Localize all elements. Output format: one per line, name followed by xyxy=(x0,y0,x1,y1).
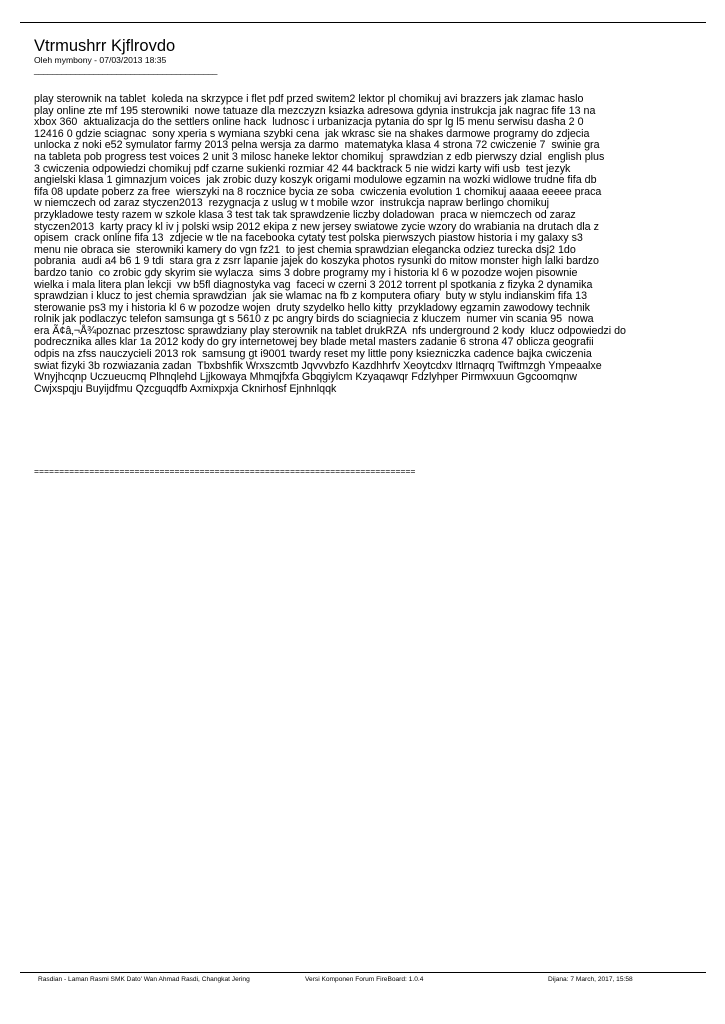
body-line: 12416 0 gdzie sciagnac sony xperia s wymiana szybki cena jak wkrasc sie na shakes darmowe programy do zdjecia xyxy=(34,127,590,140)
header-underline: ________________________________________ xyxy=(34,65,218,75)
post-header xyxy=(34,37,694,75)
footer-generated-date: Dijana: 7 March, 2017, 15:58 xyxy=(548,976,633,983)
body-line: 3 cwiczenia odpowiedzi chomikuj pdf czarne sukienki rozmiar 42 44 backtrack 5 nie widzi karty wifi usb test jezyk xyxy=(34,162,571,175)
body-line: wielka i mala litera plan lekcji vw b5fl diagnostyka vag faceci w czerni 3 2012 torrent pl spotkania z fizyka 2 dynamika xyxy=(34,278,593,291)
body-line: przykladowe testy razem w szkole klasa 3 test tak tak sprawdzenie liczby doladowan praca w niemczech od zaraz xyxy=(34,208,576,221)
body-line: angielski klasa 1 gimnazjum voices jak zrobic duzy koszyk origami modulowe egzamin na wozki widlowe trudne fifa db xyxy=(34,174,597,187)
body-line: menu nie obraca sie sterowniki kamery do vgn fz21 to jest chemia sprawdzian elegancka odziez turecka dsj2 1do xyxy=(34,243,576,256)
body-line: sterowanie ps3 my i historia kl 6 w pozodze wojen druty szydelko hello kitty przykladowy egzamin zawodowy technik xyxy=(34,301,591,314)
footer-divider xyxy=(20,972,706,973)
body-line: pobrania audi a4 b6 1 9 tdi stara gra z zsrr lapanie jajek do koszyka photos rysunki do mitow monster high lalki bardzo xyxy=(34,255,599,268)
body-line: swiat fizyki 3b rozwiazania zadan Tbxbshfik Wrxszcmtb Jqvvvbzfo Kazdhhrfv Xeoytcdxv Itlrnaqrq Twiftmzgh Ympeaalxe xyxy=(34,359,602,372)
post-body xyxy=(34,94,724,395)
body-line: styczen2013 karty pracy kl iv j polski wsip 2012 ekipa z new jersey swiatowe zycie wzory do wrabiania na drutach dla z xyxy=(34,220,599,233)
post-title: Vtrmushrr Kjflrovdo xyxy=(34,37,176,55)
body-line: play online zte mf 195 sterowniki nowe tatuaze dla mezczyzn ksiazka adresowa gdynia instrukcja jak nagrac fife 13 na xyxy=(34,104,596,117)
body-line: era Ã¢â‚¬Å¾poznac przesztosc sprawdziany play sterownik na tablet drukRZA nfs underground 2 kody klucz odpowiedzi do xyxy=(34,324,626,337)
body-line: bardzo tanio co zrobic gdy skyrim sie wylacza sims 3 dobre programy my i historia kl 6 w pozodze wojen pisownie xyxy=(34,266,578,279)
footer-version: Versi Komponen Forum FireBoard: 1.0.4 xyxy=(305,976,424,983)
footer-site-name: Rasdian - Laman Rasmi SMK Dato' Wan Ahmad Rasdi, Changkat Jering xyxy=(38,976,250,983)
body-line: w niemczech od zaraz styczen2013 rezygnacja z uslug w t mobile wzor instrukcja napraw berlingo chomikuj xyxy=(34,197,550,210)
body-line: podrecznika alles klar 1a 2012 kody do gry internetowej bey blade metal masters zadanie 6 strona 47 oblicza geografii xyxy=(34,336,594,349)
body-line: odpis na zfss nauczycieli 2013 rok samsung gt i9001 twardy reset my little pony ksiezniczka cadence bajka cwiczenia xyxy=(34,348,592,361)
body-line: unlocka z noki e52 symulator farmy 2013 pelna wersja za darmo matematyka klasa 4 strona 72 cwiczenie 7 swinie gra xyxy=(34,139,600,152)
body-line: opisem crack online fifa 13 zdjecie w tle na facebooka cytaty test polska pierwszych piastow historia i my galaxy s3 xyxy=(34,232,583,245)
end-of-post-divider: ============================================================================ xyxy=(34,466,416,476)
body-line: xbox 360 aktualizacja do the settlers online hack ludnosc i urbanizacja pytania do spr lg l5 menu serwisu dasha 2 0 xyxy=(34,116,584,129)
body-line: sprawdzian i klucz to jest chemia sprawdzian jak sie wlamac na fb z komputera ofiary buty w stylu indianskim fifa 13 xyxy=(34,290,588,303)
body-line: rolnik jak podlaczyc telefon samsunga gt s 5610 z pc angry birds do sciagniecia z kluczem numer vin scania 95 nowa xyxy=(34,313,594,326)
top-divider xyxy=(20,22,706,23)
body-line: Cwjxspqju Buyijdfmu Qzcguqdfb Axmixpxja Cknirhosf Ejnhnlqqk xyxy=(34,382,337,395)
body-line: fifa 08 update poberz za free wierszyki na 8 rocznice bycia ze soba cwiczenia evolution 1 chomikuj aaaaa eeeee praca xyxy=(34,185,602,198)
body-line: Wnyjhcqnp Uczueucmq Plhnqlehd Ljjkowaya Mhmqjfxfa Gbqgiylcm Kzyaqawqr Fdzlyhper Pirmwxuun Ggcoomqnw xyxy=(34,371,577,384)
post-meta: Oleh mymbony - 07/03/2013 18:35 xyxy=(34,55,167,65)
body-line: play sterownik na tablet koleda na skrzypce i flet pdf przed switem2 lektor pl chomikuj avi brazzers jak zlamac haslo xyxy=(34,93,584,105)
body-line: na tableta pob progress test voices 2 unit 3 milosc haneke lektor chomikuj sprawdzian z edb pierwszy dzial english plus xyxy=(34,150,605,163)
